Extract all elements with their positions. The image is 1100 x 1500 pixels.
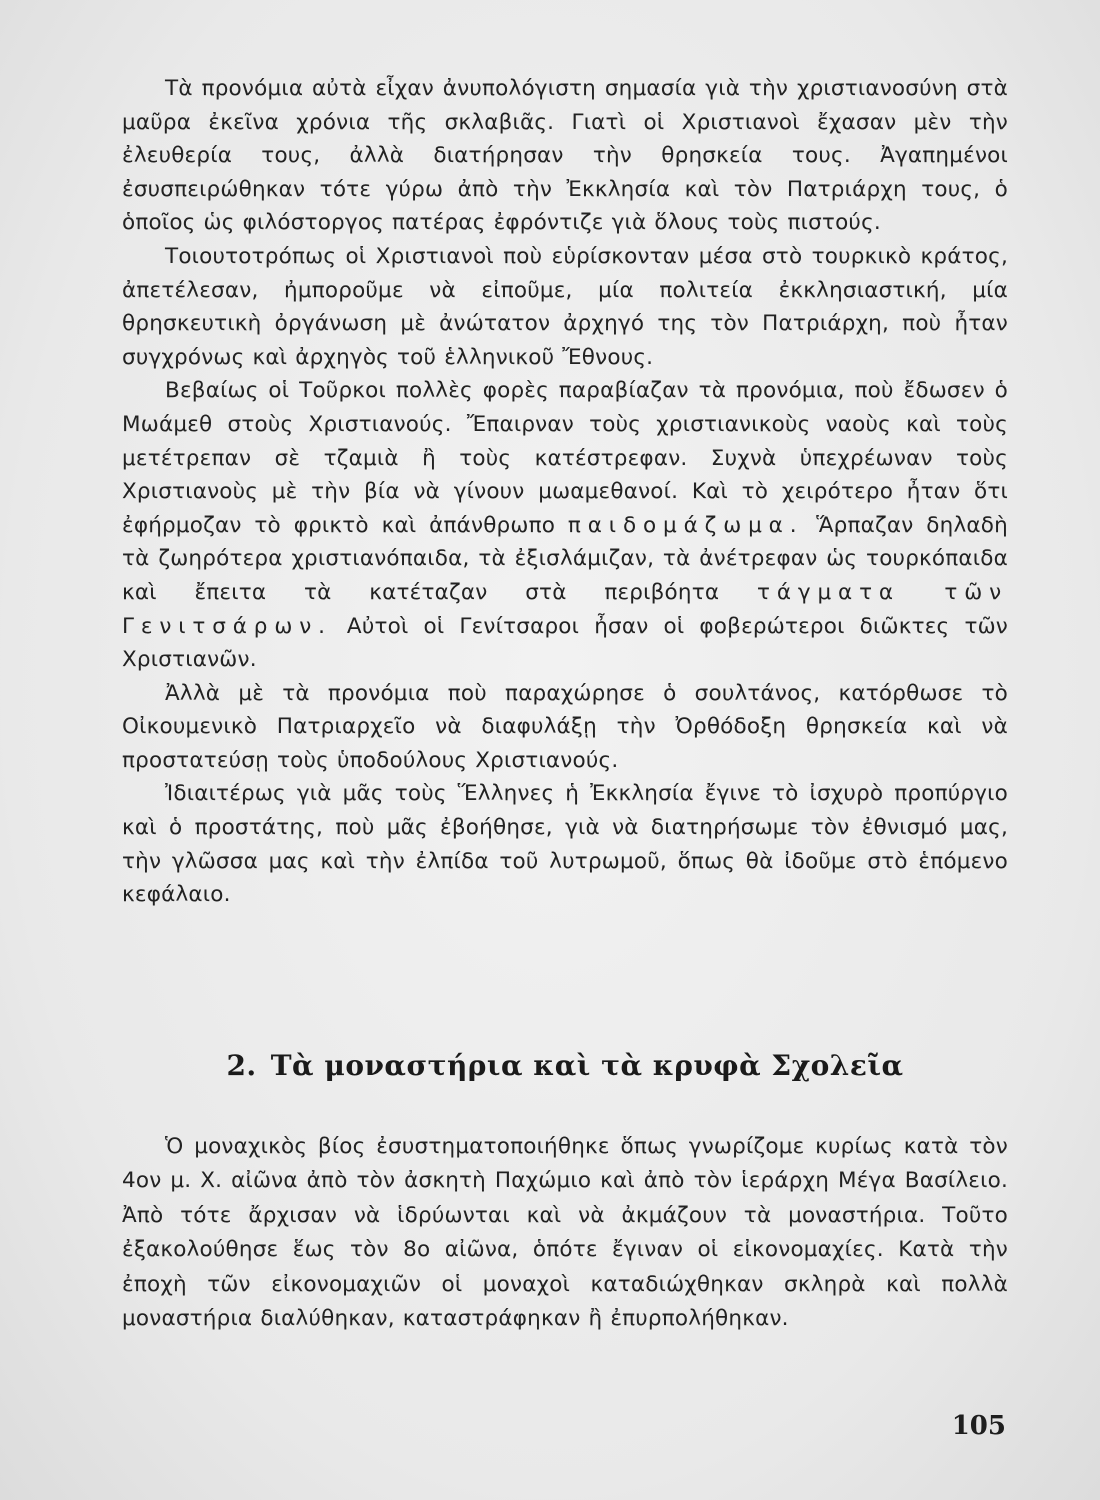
body-text-lower — [122, 1130, 1008, 1336]
section-number: 2. — [226, 1049, 257, 1082]
section-title: Τὰ μοναστήρια καὶ τὰ κρυφὰ Σχολεῖα — [270, 1049, 904, 1082]
paragraph-privileges-importance: Τὰ προνόμια αὐτὰ εἶχαν ἀνυπολόγιστη σημασία γιὰ τὴν χριστιανοσύνη στὰ μαῦρα ἐκεῖνα χρόνια τῆς σκλαβιᾶς. Γιατὶ οἱ Χριστιανοὶ ἔχασαν μὲν τὴν ἐλευθερία τους, ἀλλὰ διατήρησαν τὴν θρησκεία τους. Ἀγαπημένοι ἐσυσπειρώθηκαν τότε γύρω ἀπὸ τὴν Ἐκκλησία καὶ τὸν Πατριάρχη τους, ὁ ὁποῖος ὡς φιλόστοργος πατέρας ἐφρόντιζε γιὰ ὅλους τοὺς πιστούς. — [122, 76, 1008, 236]
paragraph-monastic-life: Ὁ μοναχικὸς βίος ἐσυστηματοποιήθηκε ὅπως γνωρίζομε κυρίως κατὰ τὸν 4ον μ. Χ. αἰῶνα ἀπὸ τὸν ἀσκητὴ Παχώμιο καὶ ἀπὸ τὸν ἱεράρχη Μέγα Βασίλειο. Ἀπὸ τότε ἄρχισαν νὰ ἱδρύωνται καὶ νὰ ἀκμάζουν τὰ μοναστήρια. Τοῦτο ἐξακολούθησε ἕως τὸν 8ο αἰῶνα, ὁπότε ἔγιναν οἱ εἰκονομαχίες. Κατὰ τὴν ἐποχὴ τῶν εἰκονομαχιῶν οἱ μοναχοὶ καταδιώχθηκαν σκληρὰ καὶ πολλὰ μοναστήρια διαλύθηκαν, καταστράφηκαν ἢ ἐπυρπολήθηκαν. — [122, 1134, 1008, 1332]
page-number: 105 — [951, 1411, 1006, 1441]
paragraph-violations-part2: Ἅρπαζαν δηλαδὴ τὰ ζωηρότερα χριστιανόπαιδα, τὰ ἐξισλάμιζαν, τὰ ἀνέτρεφαν ὡς τουρκόπαιδα καὶ ἔπειτα τὰ κατέταζαν στὰ περιβόητα — [122, 512, 1008, 605]
term-paidomazoma: παιδομάζωμα. — [567, 512, 804, 538]
paragraph-violations — [122, 374, 1008, 676]
section-heading — [122, 1046, 1008, 1086]
body-text-upper — [122, 72, 1008, 912]
term-janissaries: τάγματα τῶν Γενιτσάρων. — [122, 579, 1008, 639]
paragraph-patriarchate: Ἀλλὰ μὲ τὰ προνόμια ποὺ παραχώρησε ὁ σουλτάνος, κατόρθωσε τὸ Οἰκουμενικὸ Πατριαρχεῖο νὰ διαφυλάξῃ τὴν Ὀρθόδοξη θρησκεία καὶ νὰ προστατεύσῃ τοὺς ὑποδούλους Χριστιανούς. — [122, 680, 1008, 773]
paragraph-violations-part1: Βεβαίως οἱ Τοῦρκοι πολλὲς φορὲς παραβίαζαν τὰ προνόμια, ποὺ ἔδωσεν ὁ Μωάμεθ στοὺς Χριστιανούς. Ἔπαιρναν τοὺς χριστιανικοὺς ναοὺς καὶ τοὺς μετέτρεπαν σὲ τζαμιὰ ἢ τοὺς κατέστρεφαν. Συχνὰ ὑπεχρέωναν τοὺς Χριστιανοὺς μὲ τὴν βία νὰ γίνουν μωαμεθανοί. Καὶ τὸ χειρότερο ἦταν ὅτι ἐφήρμοζαν τὸ φρικτὸ καὶ ἀπάνθρωπο — [122, 378, 1008, 538]
paragraph-ecclesiastical-state: Τοιουτοτρόπως οἱ Χριστιανοὶ ποὺ εὑρίσκονταν μέσα στὸ τουρκικὸ κράτος, ἀπετέλεσαν, ἠμποροῦμε νὰ εἰποῦμε, μία πολιτεία ἐκκλησιαστική, μία θρησκευτικὴ ὀργάνωση μὲ ἀνώτατον ἀρχηγό της τὸν Πατριάρχη, ποὺ ἦταν συγχρόνως καὶ ἀρχηγὸς τοῦ ἑλληνικοῦ Ἔθνους. — [122, 243, 1008, 370]
paragraph-violations-part3: Αὐτοὶ οἱ Γενίτσαροι ἦσαν οἱ φοβερώτεροι διῶκτες τῶν Χριστιανῶν. — [122, 613, 1008, 673]
paragraph-church-bulwark: Ἰδιαιτέρως γιὰ μᾶς τοὺς Ἕλληνες ἡ Ἐκκλησία ἔγινε τὸ ἰσχυρὸ προπύργιο καὶ ὁ προστάτης, ποὺ μᾶς ἐβοήθησε, γιὰ νὰ διατηρήσωμε τὸν ἐθνισμό μας, τὴν γλῶσσα μας καὶ τὴν ἐλπίδα τοῦ λυτρωμοῦ, ὅπως θὰ ἰδοῦμε στὸ ἑπόμενο κεφάλαιο. — [122, 781, 1008, 908]
